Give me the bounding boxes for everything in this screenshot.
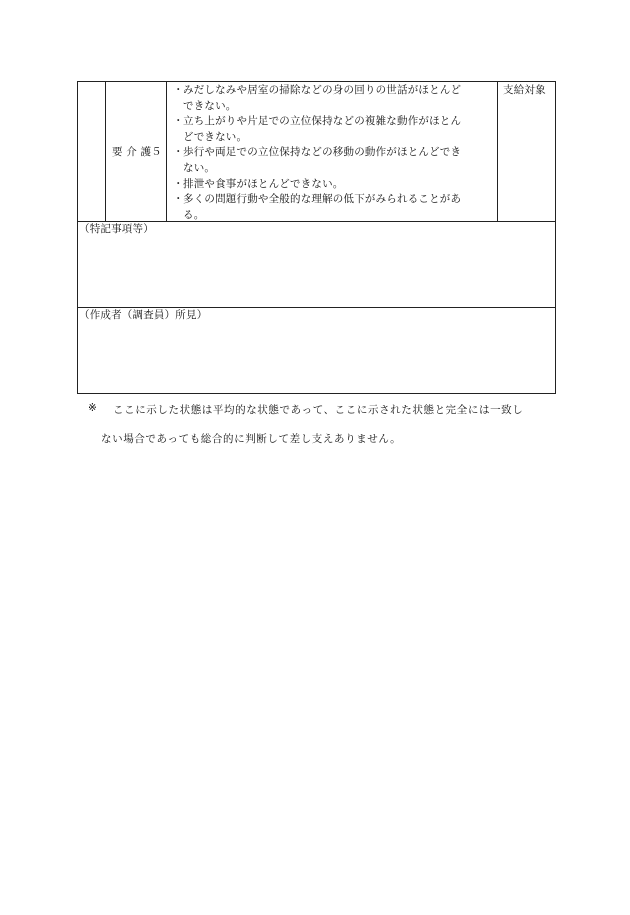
eligibility-status: 支給対象 xyxy=(503,84,546,96)
bullet-item xyxy=(173,192,495,223)
care-level-label: 要 介 護５ xyxy=(112,146,162,158)
bullet-item xyxy=(173,114,495,145)
bullet-item xyxy=(173,177,495,193)
col-divider-1 xyxy=(105,81,106,222)
bullet-mark: ・ xyxy=(173,84,184,96)
condition-bullet-list xyxy=(173,83,495,223)
footnote-line-2: ない場合であっても総合的に判断して差し支えありません。 xyxy=(101,433,402,445)
creator-opinion-label: （作成者（調査員）所見） xyxy=(79,309,208,321)
bullet-line: 多くの問題行動や全般的な理解の低下がみられることがあ xyxy=(183,193,462,206)
bullet-mark: ・ xyxy=(173,177,184,190)
bullet-line: 歩行や両足での立位保持などの移動の動作がほとんどでき xyxy=(183,146,462,159)
special-notes-label: （特記事項等） xyxy=(79,223,154,235)
col-divider-3 xyxy=(497,81,498,222)
bullet-line: どできない。 xyxy=(183,130,248,143)
table-right-border xyxy=(555,81,556,394)
bullet-line: ない。 xyxy=(183,161,216,174)
bullet-item xyxy=(173,83,495,114)
table-top-border xyxy=(77,81,556,82)
bullet-line: 排泄や食事がほとんどできない。 xyxy=(183,177,344,190)
table-left-border xyxy=(77,81,78,394)
footnote-line-1: ここに示した状態は平均的な状態であって、ここに示された状態と完全には一致し xyxy=(113,404,524,416)
bullet-mark: ・ xyxy=(173,115,184,128)
footnote-mark: ※ xyxy=(88,402,98,414)
bullet-line: 立ち上がりや片足での立位保持などの複雑な動作がほとん xyxy=(183,115,462,128)
bullet-line: できない。 xyxy=(183,99,237,112)
col-divider-2 xyxy=(166,81,167,222)
bullet-item xyxy=(173,145,495,176)
table-bottom-border xyxy=(77,393,556,394)
bullet-line: る。 xyxy=(183,208,205,221)
bullet-mark: ・ xyxy=(173,146,184,159)
bullet-line: みだしなみや居室の掃除などの身の回りの世話がほとんど xyxy=(183,84,462,96)
bullet-mark: ・ xyxy=(173,193,184,206)
